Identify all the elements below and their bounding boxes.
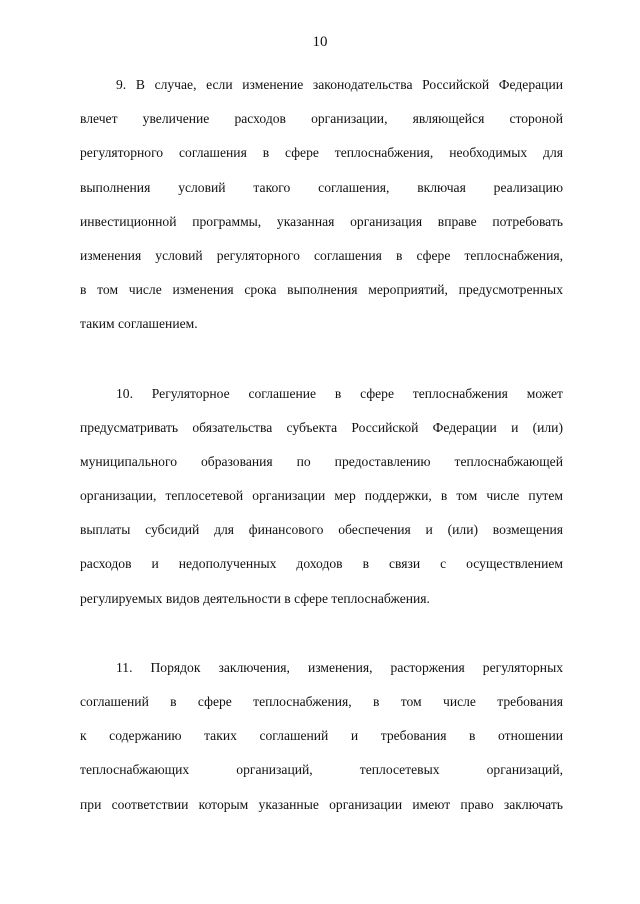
text-line: в том числе изменения срока выполнения мероприятий, предусмотренных (80, 282, 563, 298)
text-line: регулируемых видов деятельности в сфере теплоснабжения. (80, 590, 430, 606)
text-line: 10. Регуляторное соглашение в сфере теплоснабжения может (116, 385, 563, 401)
page-number: 10 (312, 34, 328, 50)
paragraph-9 (80, 68, 563, 342)
text-line: муниципального образования по предоставлению теплоснабжающей (80, 453, 563, 469)
text-line: инвестиционной программы, указанная организация вправе потребовать (80, 213, 563, 229)
paragraph-11 (80, 651, 563, 822)
text-line: регуляторного соглашения в сфере теплоснабжения, необходимых для (80, 145, 563, 161)
text-line: изменения условий регуляторного соглашения в сфере теплоснабжения, (80, 247, 563, 263)
paragraph-10 (80, 377, 563, 616)
text-line: 9. В случае, если изменение законодательства Российской Федерации (116, 77, 563, 92)
text-line: теплоснабжающих организаций, теплосетевых организаций, (80, 762, 563, 778)
text-line: предусматривать обязательства субъекта Российской Федерации и (или) (80, 419, 563, 435)
text-line: соглашений в сфере теплоснабжения, в том числе требования (80, 694, 563, 709)
text-line: выплаты субсидий для финансового обеспечения и (или) возмещения (80, 522, 563, 538)
text-line: выполнения условий такого соглашения, включая реализацию (80, 179, 563, 195)
text-line: влечет увеличение расходов организации, являющейся стороной (80, 111, 563, 127)
text-line: 11. Порядок заключения, изменения, расторжения регуляторных (116, 659, 563, 675)
text-line: при соответствии которым указанные организации имеют право заключать (80, 796, 563, 812)
text-line: расходов и недополученных доходов в связи с осуществлением (80, 556, 563, 572)
text-line: к содержанию таких соглашений и требования в отношении (80, 728, 563, 744)
text-line: таким соглашением. (80, 316, 198, 332)
paragraph-gap (80, 616, 563, 651)
paragraph-gap (80, 342, 563, 377)
text-line: организации, теплосетевой организации мер поддержки, в том числе путем (80, 488, 563, 504)
document-body (80, 68, 563, 822)
